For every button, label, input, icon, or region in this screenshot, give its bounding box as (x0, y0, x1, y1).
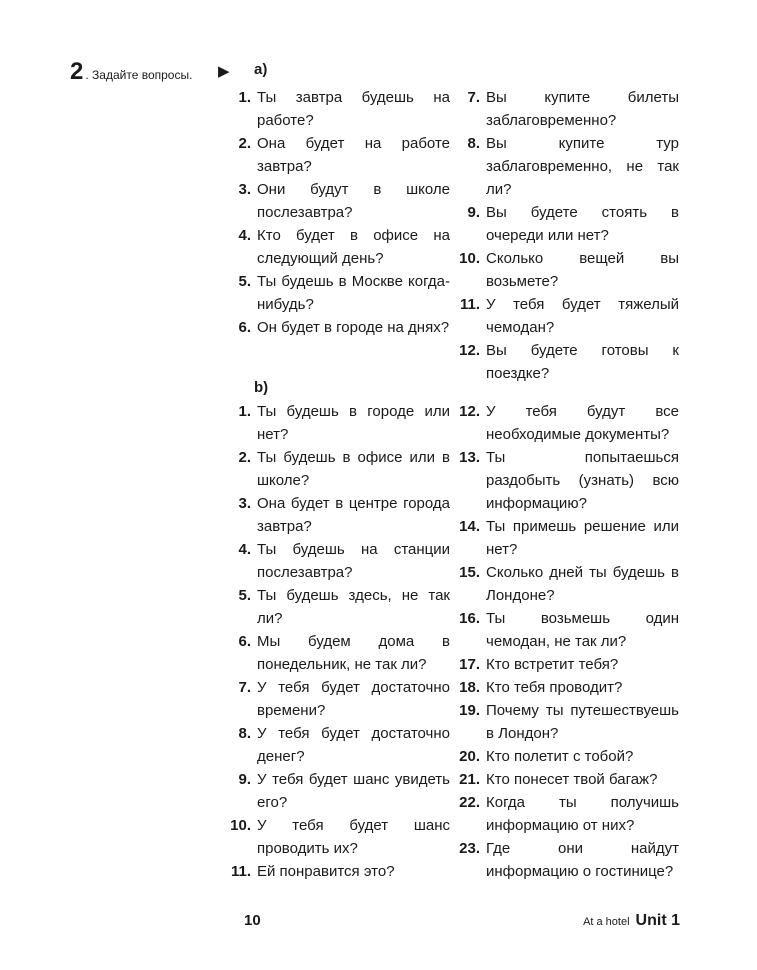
running-head-unit: Unit 1 (635, 912, 680, 929)
question-item (226, 814, 450, 860)
question-number: 2. (238, 449, 251, 466)
question-text: Она будет в центре города завтра? (257, 495, 450, 535)
question-number: 12. (459, 342, 480, 359)
question-text: У тебя будет достаточно времени? (257, 679, 450, 719)
question-number: 6. (238, 319, 251, 336)
question-number: 10. (459, 250, 480, 267)
part-a-label: a) (254, 61, 268, 78)
question-number: 17. (459, 656, 480, 673)
part-b-right-column (455, 400, 679, 883)
question-number: 4. (238, 227, 251, 244)
question-item (226, 584, 450, 630)
question-text: Ей понравится это? (257, 863, 395, 880)
question-item (226, 270, 450, 316)
question-text: Ты будешь в городе или нет? (257, 403, 450, 443)
question-number: 2. (238, 135, 251, 152)
question-text: Ты будешь в офисе или в школе? (257, 449, 450, 489)
question-item (455, 676, 679, 699)
question-item (455, 768, 679, 791)
question-text: Ты завтра будешь на работе? (257, 89, 450, 129)
question-item (455, 745, 679, 768)
question-number: 5. (238, 273, 251, 290)
running-head (583, 912, 680, 930)
question-text: Вы купите тур заблаговременно, не так ли? (486, 135, 679, 198)
question-item (455, 515, 679, 561)
question-number: 16. (459, 610, 480, 627)
question-item (226, 538, 450, 584)
question-text: У тебя будут все необходимые документы? (486, 403, 679, 443)
question-text: Кто будет в офисе на следующий день? (257, 227, 450, 267)
arrow-right-icon: ▶ (218, 63, 230, 80)
question-number: 8. (238, 725, 251, 742)
question-number: 12. (459, 403, 480, 420)
question-item (226, 400, 450, 446)
page-number: 10 (244, 912, 261, 929)
question-item (455, 132, 679, 201)
part-a-left-column (226, 86, 450, 339)
exercise-instruction: . Задайте вопросы. (85, 68, 193, 82)
question-text: Кто встретит тебя? (486, 656, 619, 673)
question-number: 3. (238, 495, 251, 512)
question-text: Ты будешь в Москве когда-нибудь? (257, 273, 450, 313)
question-number: 10. (230, 817, 251, 834)
question-text: У тебя будет тяжелый чемодан? (486, 296, 679, 336)
question-item (226, 860, 450, 883)
question-item (226, 446, 450, 492)
question-text: Почему ты путешествуешь в Лондон? (486, 702, 679, 742)
question-text: Где они найдут информацию о гостинице? (486, 840, 679, 880)
question-text: У тебя будет шанс проводить их? (257, 817, 450, 857)
question-item (455, 561, 679, 607)
question-item (226, 86, 450, 132)
part-b-left-column (226, 400, 450, 883)
question-number: 11. (459, 296, 480, 313)
question-item (226, 316, 450, 339)
question-item (455, 293, 679, 339)
question-number: 6. (238, 633, 251, 650)
question-text: Вы купите билеты заблаговременно? (486, 89, 679, 129)
part-a-right-column (455, 86, 679, 385)
question-number: 1. (238, 89, 251, 106)
question-number: 23. (459, 840, 480, 857)
question-text: Они будут в школе послезавтра? (257, 181, 450, 221)
question-item (455, 607, 679, 653)
question-item (455, 653, 679, 676)
question-text: Ты примешь решение или нет? (486, 518, 679, 558)
question-item (226, 492, 450, 538)
question-number: 3. (238, 181, 251, 198)
question-text: Когда ты получишь информацию от них? (486, 794, 679, 834)
question-text: Сколько вещей вы возьмете? (486, 250, 679, 290)
running-head-topic: At a hotel (583, 916, 630, 928)
question-item (455, 339, 679, 385)
question-item (226, 224, 450, 270)
question-text: Вы будете готовы к поездке? (486, 342, 679, 382)
exercise-heading (70, 60, 192, 84)
question-item (226, 676, 450, 722)
question-number: 11. (230, 863, 251, 880)
question-item (455, 791, 679, 837)
page-footer (0, 912, 757, 936)
question-text: Он будет в городе на днях? (257, 319, 450, 336)
question-number: 19. (459, 702, 480, 719)
question-number: 4. (238, 541, 251, 558)
question-item (455, 86, 679, 132)
question-text: Она будет на работе завтра? (257, 135, 450, 175)
question-text: Кто полетит с тобой? (486, 748, 634, 765)
question-text: Вы будете стоять в очереди или нет? (486, 204, 679, 244)
question-number: 8. (467, 135, 480, 152)
question-item (226, 178, 450, 224)
question-number: 5. (238, 587, 251, 604)
question-text: Ты будешь на станции послезавтра? (257, 541, 450, 581)
question-text: Кто тебя проводит? (486, 679, 623, 696)
question-number: 7. (467, 89, 480, 106)
question-number: 21. (459, 771, 480, 788)
question-text: Сколько дней ты будешь в Лондоне? (486, 564, 679, 604)
question-item (455, 400, 679, 446)
question-item (226, 722, 450, 768)
question-item (226, 132, 450, 178)
question-number: 13. (459, 449, 480, 466)
question-number: 1. (238, 403, 251, 420)
question-item (455, 699, 679, 745)
question-item (455, 201, 679, 247)
question-text: Кто понесет твой багаж? (486, 771, 658, 788)
question-item (455, 837, 679, 883)
question-item (226, 630, 450, 676)
question-text: Ты будешь здесь, не так ли? (257, 587, 450, 627)
question-number: 14. (459, 518, 480, 535)
question-text: У тебя будет шанс увидеть его? (257, 771, 450, 811)
question-text: У тебя будет достаточно денег? (257, 725, 450, 765)
question-number: 9. (467, 204, 480, 221)
question-number: 7. (238, 679, 251, 696)
question-item (455, 446, 679, 515)
exercise-number: 2 (70, 58, 84, 85)
question-item (226, 768, 450, 814)
question-number: 20. (459, 748, 480, 765)
question-text: Мы будем дома в понедельник, не так ли? (257, 633, 450, 673)
question-number: 15. (459, 564, 480, 581)
question-number: 18. (459, 679, 480, 696)
question-item (455, 247, 679, 293)
question-number: 22. (459, 794, 480, 811)
question-text: Ты возьмешь один чемодан, не так ли? (486, 610, 679, 650)
question-number: 9. (238, 771, 251, 788)
question-text: Ты попытаешься раздобыть (узнать) всю информацию? (486, 449, 679, 512)
part-b-label: b) (254, 379, 269, 396)
